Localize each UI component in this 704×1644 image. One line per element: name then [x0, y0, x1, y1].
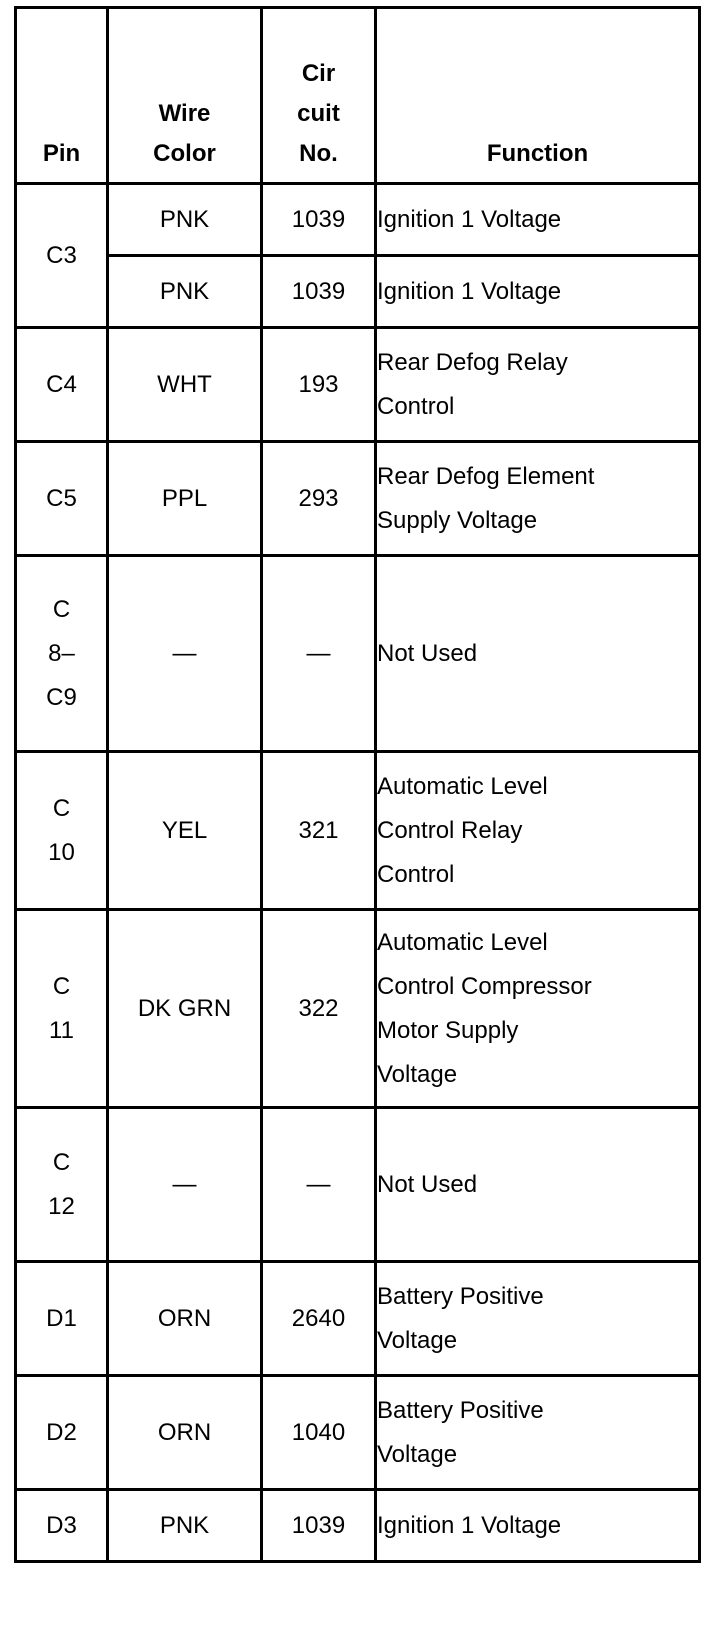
function-cell: Ignition 1 Voltage — [376, 1490, 700, 1562]
pin-cell: C 12 — [16, 1108, 108, 1262]
wire-color-cell: ORN — [108, 1262, 262, 1376]
circuit-cell: 193 — [262, 328, 376, 442]
pin-cell: D3 — [16, 1490, 108, 1562]
circuit-cell: — — [262, 556, 376, 752]
table-row — [16, 1108, 700, 1262]
wire-color-cell: WHT — [108, 328, 262, 442]
pin-cell: D1 — [16, 1262, 108, 1376]
table-row — [16, 1262, 700, 1376]
circuit-cell: 2640 — [262, 1262, 376, 1376]
function-cell: Not Used — [376, 1108, 700, 1262]
circuit-cell: 1039 — [262, 184, 376, 256]
pin-cell: C 10 — [16, 752, 108, 910]
function-cell: Not Used — [376, 556, 700, 752]
wire-color-cell: PNK — [108, 1490, 262, 1562]
header-circuit-no: Cir cuit No. — [262, 8, 376, 184]
header-function: Function — [376, 8, 700, 184]
wire-color-cell: — — [108, 556, 262, 752]
function-cell: Ignition 1 Voltage — [376, 256, 700, 328]
table-row — [16, 752, 700, 910]
table-row — [16, 184, 700, 256]
function-cell: Ignition 1 Voltage — [376, 184, 700, 256]
circuit-cell: — — [262, 1108, 376, 1262]
wire-color-cell: PPL — [108, 442, 262, 556]
pin-cell: C 8– C9 — [16, 556, 108, 752]
table-row — [16, 910, 700, 1108]
table-row — [16, 556, 700, 752]
table-row — [16, 1376, 700, 1490]
table-row — [16, 256, 700, 328]
pin-cell: C4 — [16, 328, 108, 442]
circuit-cell: 1039 — [262, 1490, 376, 1562]
table-row — [16, 328, 700, 442]
wire-color-cell: YEL — [108, 752, 262, 910]
header-pin: Pin — [16, 8, 108, 184]
wire-color-cell: PNK — [108, 184, 262, 256]
wire-color-cell: DK GRN — [108, 910, 262, 1108]
function-cell: Battery Positive Voltage — [376, 1262, 700, 1376]
wire-color-cell: — — [108, 1108, 262, 1262]
function-cell: Rear Defog Element Supply Voltage — [376, 442, 700, 556]
function-cell: Rear Defog Relay Control — [376, 328, 700, 442]
function-cell: Battery Positive Voltage — [376, 1376, 700, 1490]
table-row — [16, 1490, 700, 1562]
pin-cell: C5 — [16, 442, 108, 556]
circuit-cell: 293 — [262, 442, 376, 556]
header-wire-color: Wire Color — [108, 8, 262, 184]
pin-cell: C3 — [16, 184, 108, 328]
function-cell: Automatic Level Control Compressor Motor Supply Voltage — [376, 910, 700, 1108]
circuit-cell: 321 — [262, 752, 376, 910]
wire-color-cell: ORN — [108, 1376, 262, 1490]
pin-cell: D2 — [16, 1376, 108, 1490]
connector-pinout-table — [14, 6, 701, 1563]
table-row — [16, 442, 700, 556]
circuit-cell: 322 — [262, 910, 376, 1108]
function-cell: Automatic Level Control Relay Control — [376, 752, 700, 910]
header-row — [16, 8, 700, 184]
pin-cell: C 11 — [16, 910, 108, 1108]
circuit-cell: 1039 — [262, 256, 376, 328]
circuit-cell: 1040 — [262, 1376, 376, 1490]
wire-color-cell: PNK — [108, 256, 262, 328]
